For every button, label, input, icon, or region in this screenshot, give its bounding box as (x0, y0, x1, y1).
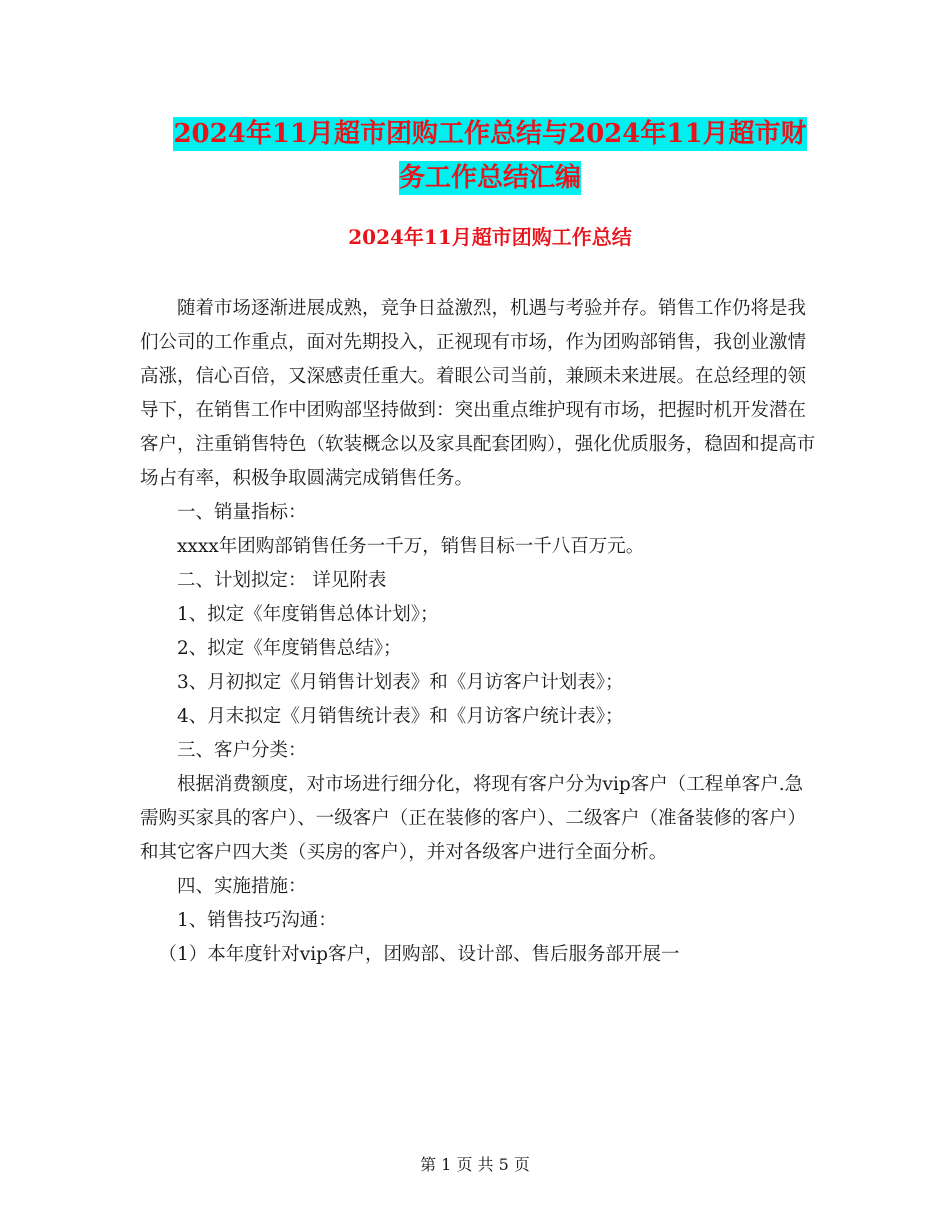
document-body (140, 292, 820, 972)
paragraph-plan-4: 4、月末拟定《月销售统计表》和《月访客户统计表》； (177, 706, 624, 727)
paragraph-heading-sales-target: 一、销量指标： (177, 502, 307, 523)
paragraph-heading-plan: 二、计划拟定： 详见附表 (177, 570, 387, 591)
paragraph-measures-1: 1、销售技巧沟通： (177, 910, 337, 931)
paragraph-measures-1-1: （1）本年度针对vip客户，团购部、设计部、售后服务部开展一 (158, 944, 680, 965)
paragraph-plan-1: 1、拟定《年度销售总体计划》； (177, 604, 439, 625)
section-title: 2024年11月超市团购工作总结 (348, 225, 632, 249)
paragraph-plan-2: 2、拟定《年度销售总结》； (177, 638, 402, 659)
document-title-line1: 2024年11月超市团购工作总结与2024年11月超市财 (173, 119, 807, 149)
paragraph-sales-target: xxxx年团购部销售任务一千万，销售目标一千八百万元。 (177, 536, 645, 557)
paragraph-customers: 根据消费额度，对市场进行细分化，将现有客户分为vip客户（工程单客户.急需购买家具的客户）、一级客户（正在装修的客户）、二级客户（准备装修的客户）和其它客户四大类（买房的客户），并对各级客户进行全面分析。 (140, 774, 807, 863)
document-title-line2: 务工作总结汇编 (398, 163, 581, 193)
page-number-footer: 第 1 页 共 5 页 (420, 1155, 530, 1174)
paragraph-intro: 随着市场逐渐进展成熟，竞争日益激烈，机遇与考验并存。销售工作仍将是我们公司的工作重点，面对先期投入，正视现有市场，作为团购部销售，我创业激情高涨，信心百倍，又深感责任重大。着眼公司当前，兼顾未来进展。在总经理的领导下，在销售工作中团购部坚持做到：突出重点维护现有市场，把握时机开发潜在客户，注重销售特色（软装概念以及家具配套团购），强化优质服务，稳固和提高市场占有率，积极争取圆满完成销售任务。 (140, 298, 816, 489)
document-title (140, 112, 840, 200)
paragraph-heading-measures: 四、实施措施： (177, 876, 307, 897)
paragraph-plan-3: 3、月初拟定《月销售计划表》和《月访客户计划表》； (177, 672, 624, 693)
paragraph-heading-customers: 三、客户分类： (177, 740, 307, 761)
